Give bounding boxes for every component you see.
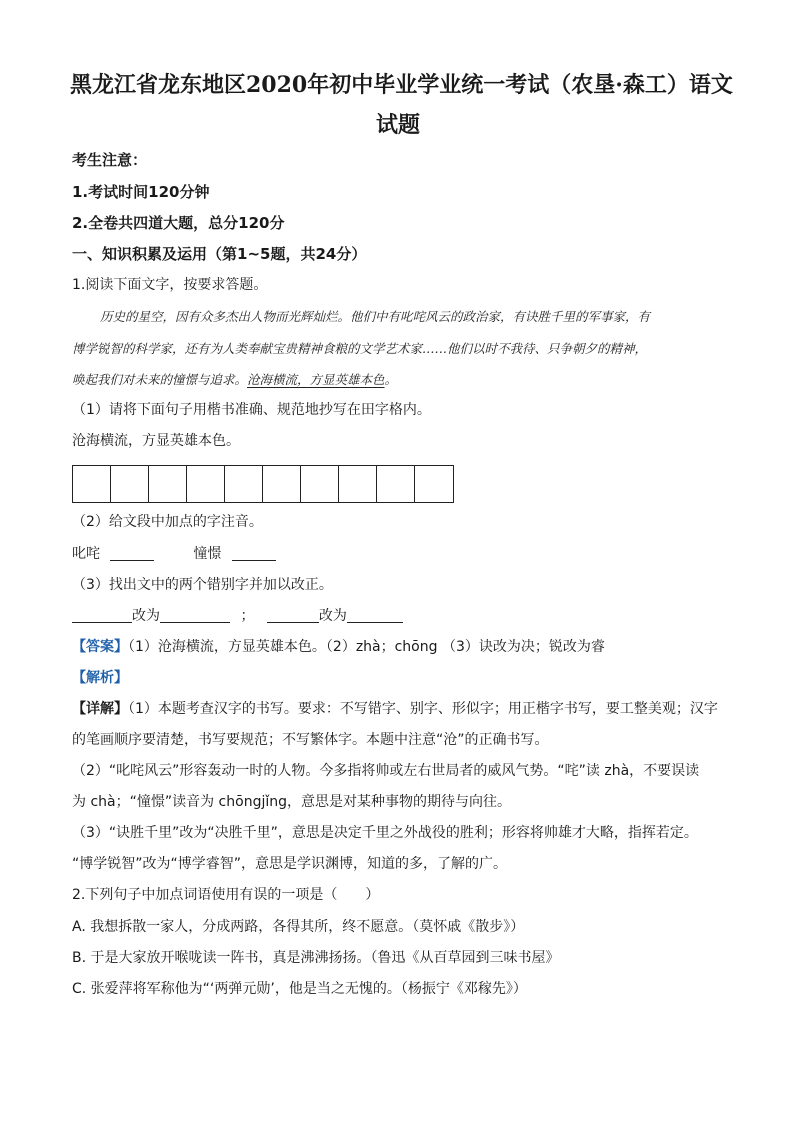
notice-item-score: 2.全卷共四道大题，总分120分	[72, 214, 285, 232]
q1-sub1-sentence: 沧海横流，方显英雄本色。	[72, 433, 240, 449]
q1-passage-line3-pre: 唤起我们对未来的憧憬与追求。	[72, 372, 248, 387]
answer-text: （1）沧海横流，方显英雄本色。（2）zhà；chōng （3）诀改为决；锐改为睿	[128, 639, 605, 655]
detail-p1-text: （1）本题考查汉字的书写。要求：不写错字、别字、形似字；用正楷字书写，要工整美观；汉字	[128, 701, 718, 717]
grid-cell[interactable]	[111, 466, 149, 502]
analysis-tag: 【解析】	[72, 670, 128, 686]
correct-char-blank-1[interactable]	[160, 607, 230, 623]
grid-cell[interactable]	[339, 466, 377, 502]
detail-tag: 【详解】	[72, 701, 128, 717]
gai-wei-label-1: 改为	[132, 608, 160, 624]
separator: ；	[240, 608, 255, 624]
word-chizha: 叱咤	[72, 546, 100, 562]
notice-heading: 考生注意：	[72, 151, 148, 169]
q1-passage-underlined: 沧海横流，方显英雄本色	[247, 372, 385, 387]
q1-sub3-row	[72, 606, 403, 626]
q2-stem: 2.下列句子中加点词语使用有误的一项是（ ）	[72, 887, 380, 903]
grid-cell[interactable]	[187, 466, 225, 502]
writing-grid[interactable]	[72, 465, 454, 503]
grid-cell[interactable]	[301, 466, 339, 502]
detail-p3-line2: “博学锐智”改为“博学睿智”，意思是学识渊博，知道的多，了解的广。	[72, 856, 508, 872]
grid-cell[interactable]	[377, 466, 415, 502]
wrong-char-blank-1[interactable]	[72, 607, 132, 623]
q1-sub2-instruction: （2）给文段中加点的字注音。	[72, 514, 263, 530]
q1-passage-line3-end: 。	[384, 372, 398, 387]
grid-cell[interactable]	[263, 466, 301, 502]
q1-passage-line3	[72, 370, 397, 390]
analysis-row	[72, 668, 128, 688]
gai-wei-label-2: 改为	[318, 608, 347, 624]
q1-stem: 1.阅读下面文字，按要求答题。	[72, 277, 268, 293]
q2-option-a[interactable]: A. 我想拆散一家人，分成两路，各得其所，终不愿意。（莫怀戚《散步》）	[72, 919, 525, 935]
section1-heading: 一、知识积累及运用（第1~5题，共24分）	[72, 245, 367, 263]
grid-cell[interactable]	[415, 466, 453, 502]
detail-p1-line2: 的笔画顺序要清楚，书写要规范；不写繁体字。本题中注意“沧”的正确书写。	[72, 732, 549, 748]
grid-cell[interactable]	[149, 466, 187, 502]
grid-cell[interactable]	[225, 466, 263, 502]
detail-p2-line1: （2）“叱咤风云”形容轰动一时的人物。今多指将帅或左右世局者的威风气势。“咤”读 zhà，不要误读	[72, 763, 700, 779]
pinyin-blank-1[interactable]	[110, 545, 154, 561]
notice-item-time: 1.考试时间120分钟	[72, 183, 210, 201]
pinyin-blank-2[interactable]	[232, 545, 276, 561]
q1-sub2-row	[72, 544, 276, 564]
exam-title-line1: 黑龙江省龙东地区2020年初中毕业学业统一考试（农垦·森工）语文	[70, 72, 733, 98]
q1-passage-line2: 博学锐智的科学家，还有为人类奉献宝贵精神食粮的文学艺术家……他们以时不我待、只争朝夕的精神，	[72, 341, 648, 356]
wrong-char-blank-2[interactable]	[267, 607, 319, 623]
q1-passage-line1: 历史的星空，因有众多杰出人物而光辉灿烂。他们中有叱咤风云的政治家，有诀胜千里的军事家，有	[100, 309, 651, 324]
q2-option-c[interactable]: C. 张爱萍将军称他为“‘两弹元勋’，他是当之无愧的。（杨振宁《邓稼先》）	[72, 981, 527, 997]
detail-p3-line1: （3）“诀胜千里”改为“决胜千里”，意思是决定千里之外战役的胜利；形容将帅雄才大略，指挥若定。	[72, 825, 698, 841]
q2-option-b[interactable]: B. 于是大家放开喉咙读一阵书，真是沸沸扬扬。（鲁迅《从百草园到三味书屋》	[72, 950, 560, 966]
exam-title-line2: 试题	[376, 112, 421, 138]
answer-tag: 【答案】	[72, 639, 128, 655]
detail-p2-line2: 为 chà；“憧憬”读音为 chōngjǐng，意思是对某种事物的期待与向往。	[72, 794, 511, 810]
q1-sub1-instruction: （1）请将下面句子用楷书准确、规范地抄写在田字格内。	[72, 402, 431, 418]
answer-row	[72, 637, 605, 657]
q1-sub3-instruction: （3）找出文中的两个错别字并加以改正。	[72, 577, 333, 593]
word-chongjing: 憧憬	[193, 546, 222, 562]
detail-p1-line1	[72, 699, 718, 719]
grid-cell[interactable]	[73, 466, 111, 502]
correct-char-blank-2[interactable]	[347, 607, 403, 623]
